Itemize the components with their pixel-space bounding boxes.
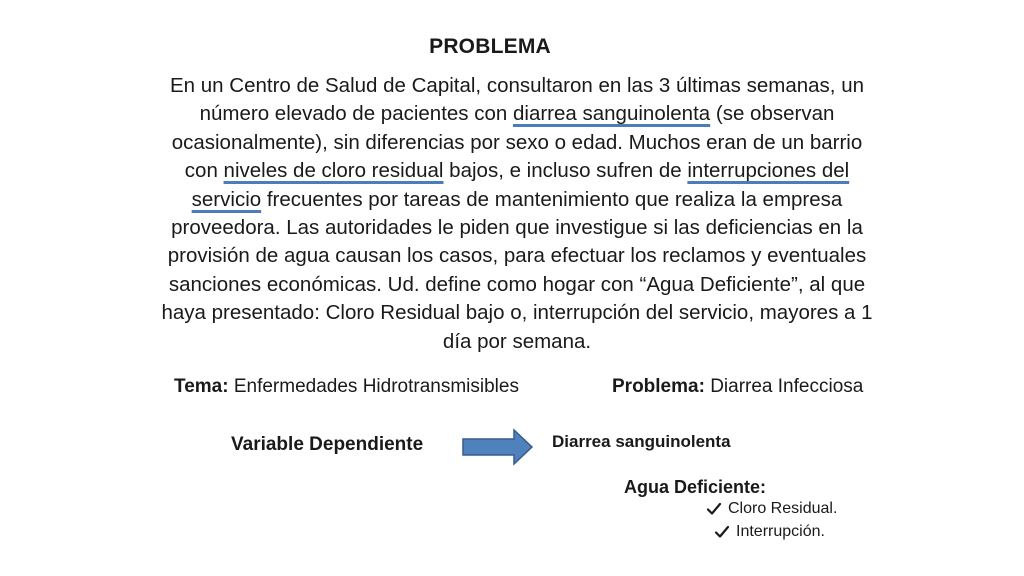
problema-value: Diarrea Infecciosa [704,376,864,397]
list-item-interrupcion [714,523,825,541]
checkmark-icon [714,524,730,540]
problema-line [612,376,863,398]
paragraph-text-1: En un Centro de Salud de Capital, consultaron en las 3 últimas semanas, un número elevado de pacientes con [170,74,864,126]
list-item-label: Interrupción. [736,523,825,540]
underlined-diarrea: diarrea sanguinolenta [513,102,711,126]
underlined-cloro: niveles de cloro residual [223,159,444,183]
diarrea-sanguinolenta-label: Diarrea sanguinolenta [552,432,731,451]
paragraph-text-3: bajos, e incluso sufren de [443,159,688,183]
variable-dependiente-label: Variable Dependiente [231,434,424,455]
tema-label: Tema: [174,376,229,397]
agua-deficiente-title: Agua Deficiente: [624,477,767,497]
problema-label: Problema: [612,376,705,397]
paragraph-text-4: frecuentes por tareas de mantenimiento que realiza la empresa proveedora. Las autoridades le piden que investigue si las deficiencias en la provisión de agua causan los casos, para efectuar los reclamos y eventuales sanciones económicas. Ud. define como hogar con “Agua Deficiente”, al que haya presentado: Cloro Residual bajo o, interrupción del servicio, mayores a 1 día por semana. [161,187,873,353]
list-item-cloro [706,500,837,518]
underlined-interrupciones: interrupciones del servicio [191,159,850,211]
paragraph-text-2: (se observan ocasionalmente), sin diferencias por sexo o edad. Muchos eran de un barrio con [171,102,863,183]
problem-paragraph [160,72,874,356]
right-arrow-icon [462,428,534,466]
checkmark-icon [706,501,722,517]
list-item-label: Cloro Residual. [728,500,838,517]
tema-value: Enfermedades Hidrotransmisibles [228,376,519,397]
slide-title: PROBLEMA [429,35,551,58]
tema-line [174,376,519,398]
